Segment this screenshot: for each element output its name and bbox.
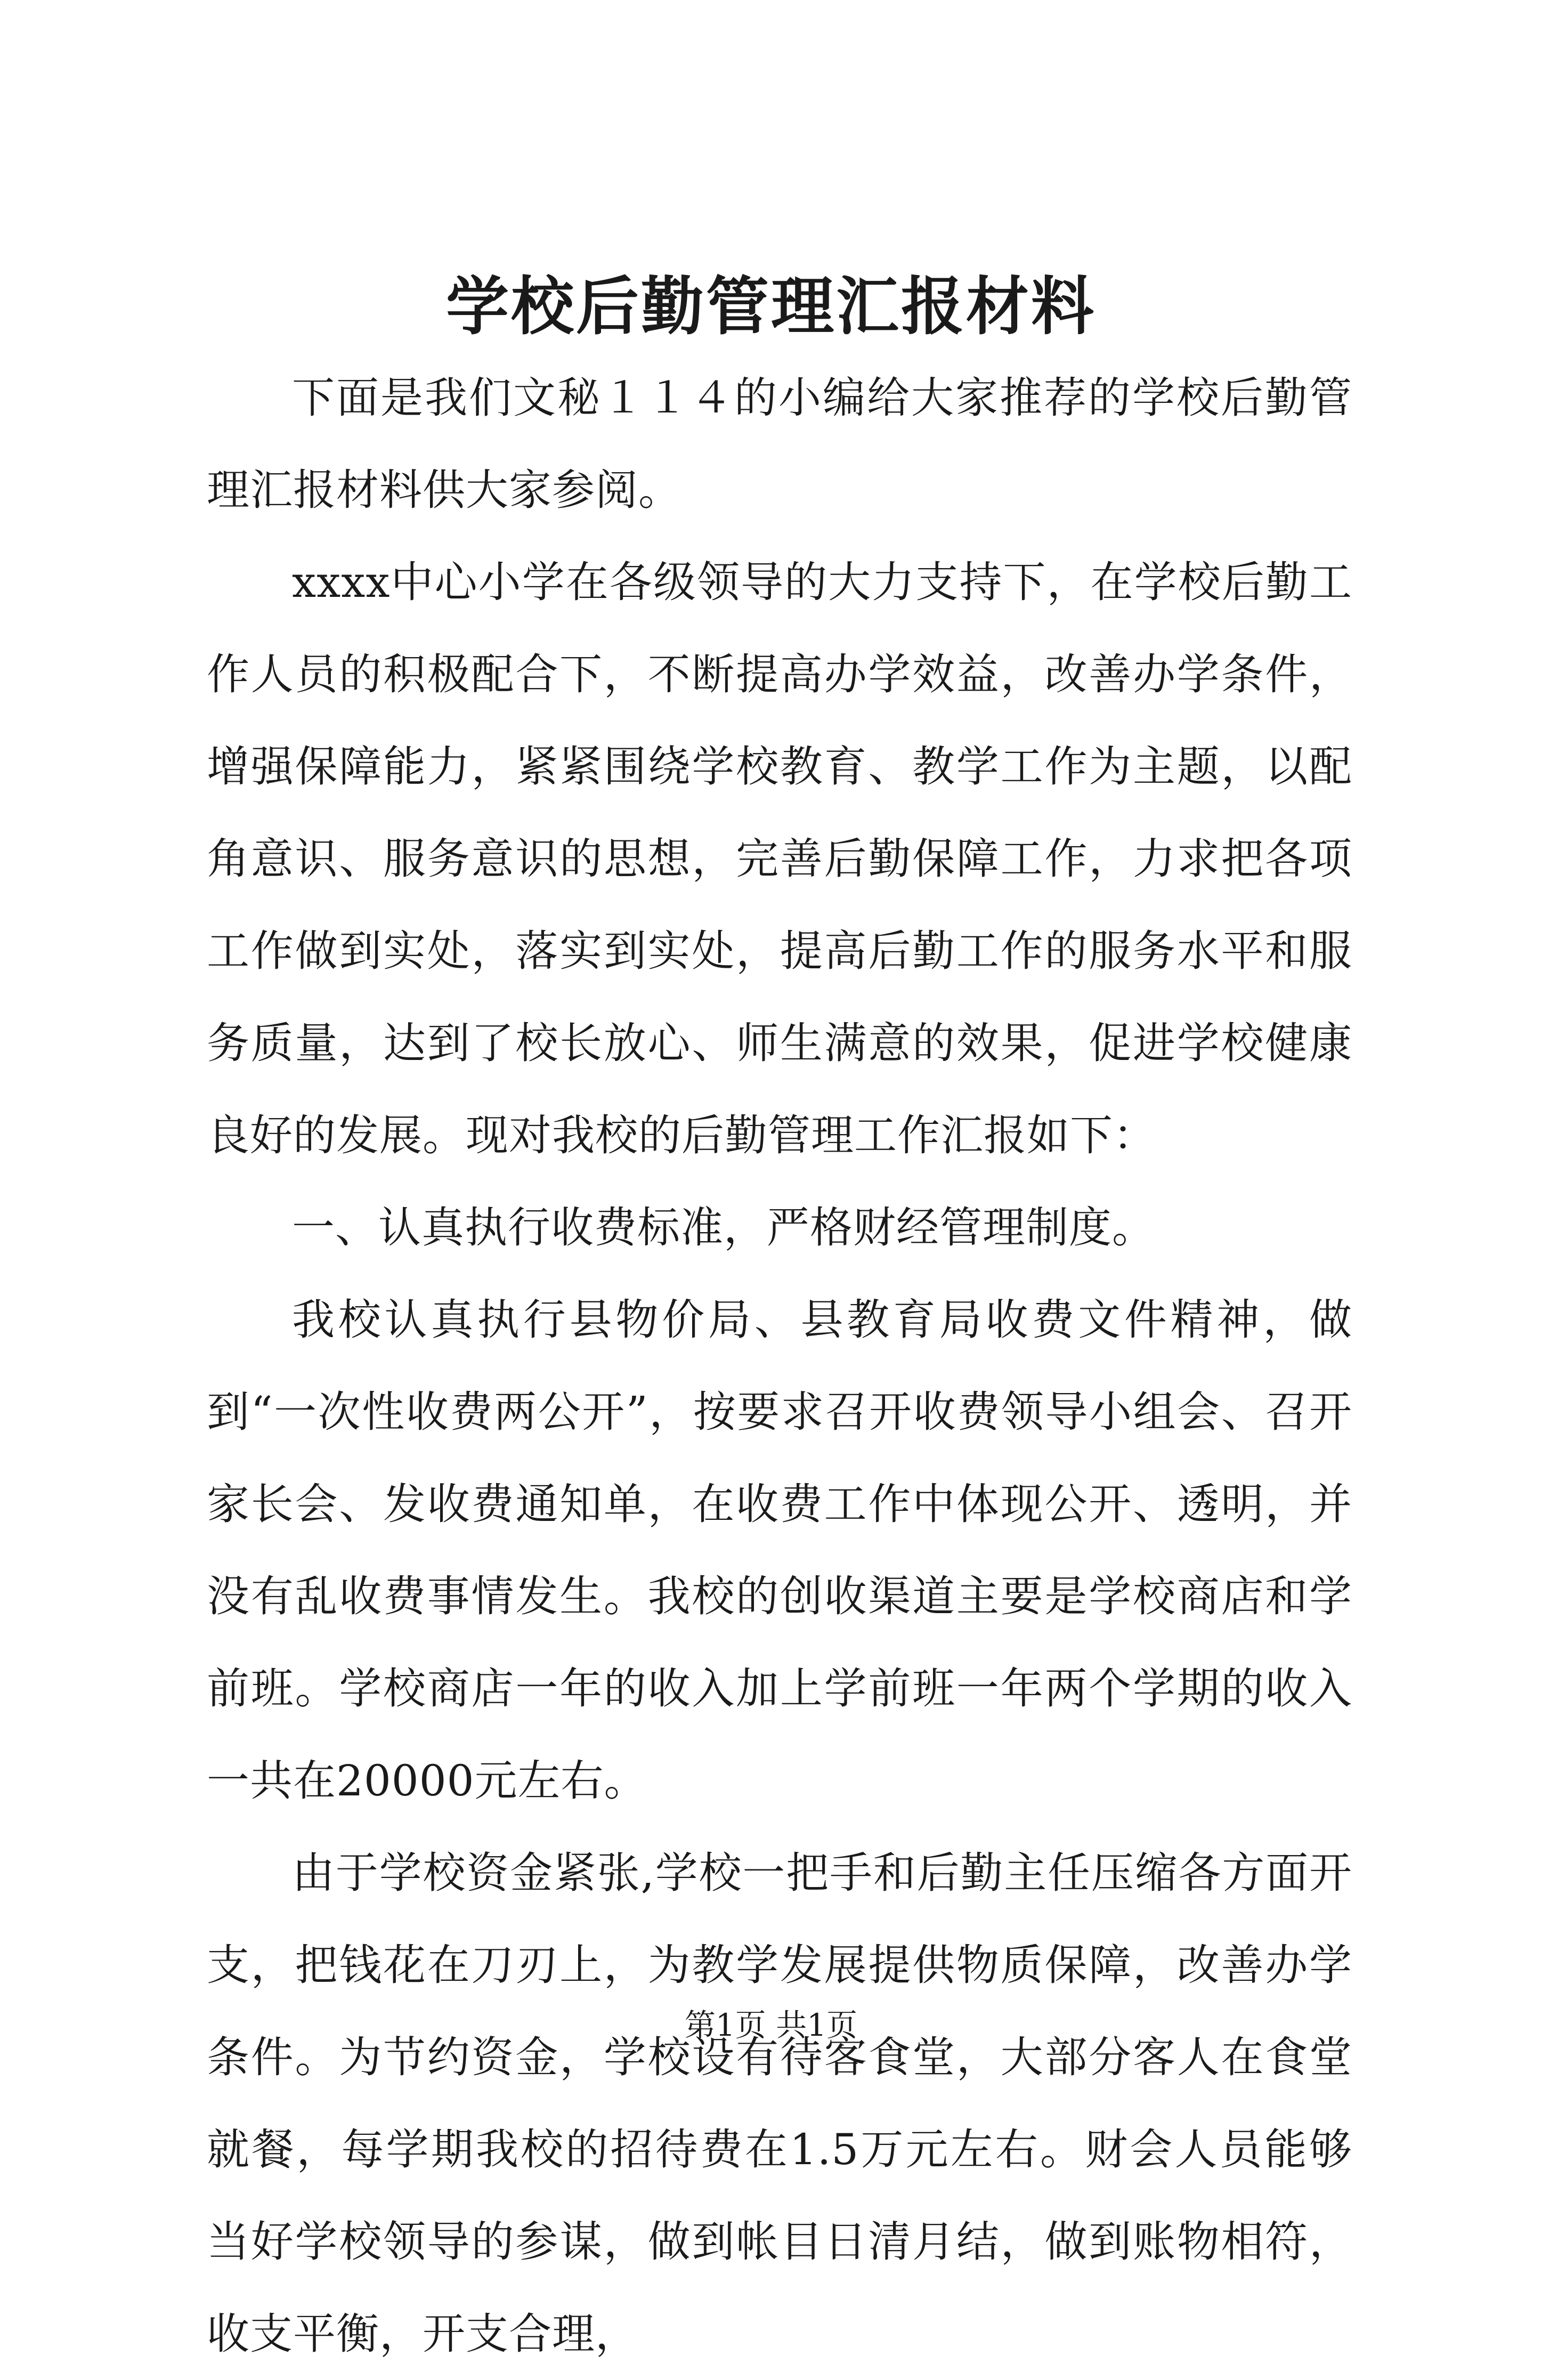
document-title: 学校后勤管理汇报材料	[445, 269, 1096, 343]
expenses-paragraph: 由于学校资金紧张,学校一把手和后勤主任压缩各方面开支，把钱花在刀刃上，为教学发展提供物质保障，改善办学条件。为节约资金，学校设有待客食堂，大部分客人在食堂就餐，每学期我校的招待费在1.5万元左右。财会人员能够当好学校领导的参谋，做到帐目日清月结，做到账物相符，收支平衡，开支合理，	[207, 1848, 1352, 2359]
section-heading: 一、认真执行收费标准，严格财经管理制度。	[292, 1203, 1155, 1252]
fees-paragraph: 我校认真执行县物价局、县教育局收费文件精神，做到“一次性收费两公开”，按要求召开收费领导小组会、召开家长会、发收费通知单，在收费工作中体现公开、透明，并没有乱收费事情发生。我校的创收渠道主要是学校商店和学前班。学校商店一年的收入加上学前班一年两个学期的收入一共在20000元左右。	[207, 1295, 1352, 1806]
overview-paragraph: xxxx中心小学在各级领导的大力支持下，在学校后勤工作人员的积极配合下，不断提高办学效益，改善办学条件，增强保障能力，紧紧围绕学校教育、教学工作为主题，以配角意识、服务意识的思想，完善后勤保障工作，力求把各项工作做到实处，落实到实处，提高后勤工作的服务水平和服务质量，达到了校长放心、师生满意的效果，促进学校健康良好的发展。现对我校的后勤管理工作汇报如下：	[207, 557, 1352, 1160]
intro-paragraph: 下面是我们文秘１１４的小编给大家推荐的学校后勤管理汇报材料供大家参阅。	[207, 373, 1352, 515]
page-number-footer: 第1页 共1页	[684, 2007, 858, 2043]
document-body	[207, 352, 1352, 2380]
